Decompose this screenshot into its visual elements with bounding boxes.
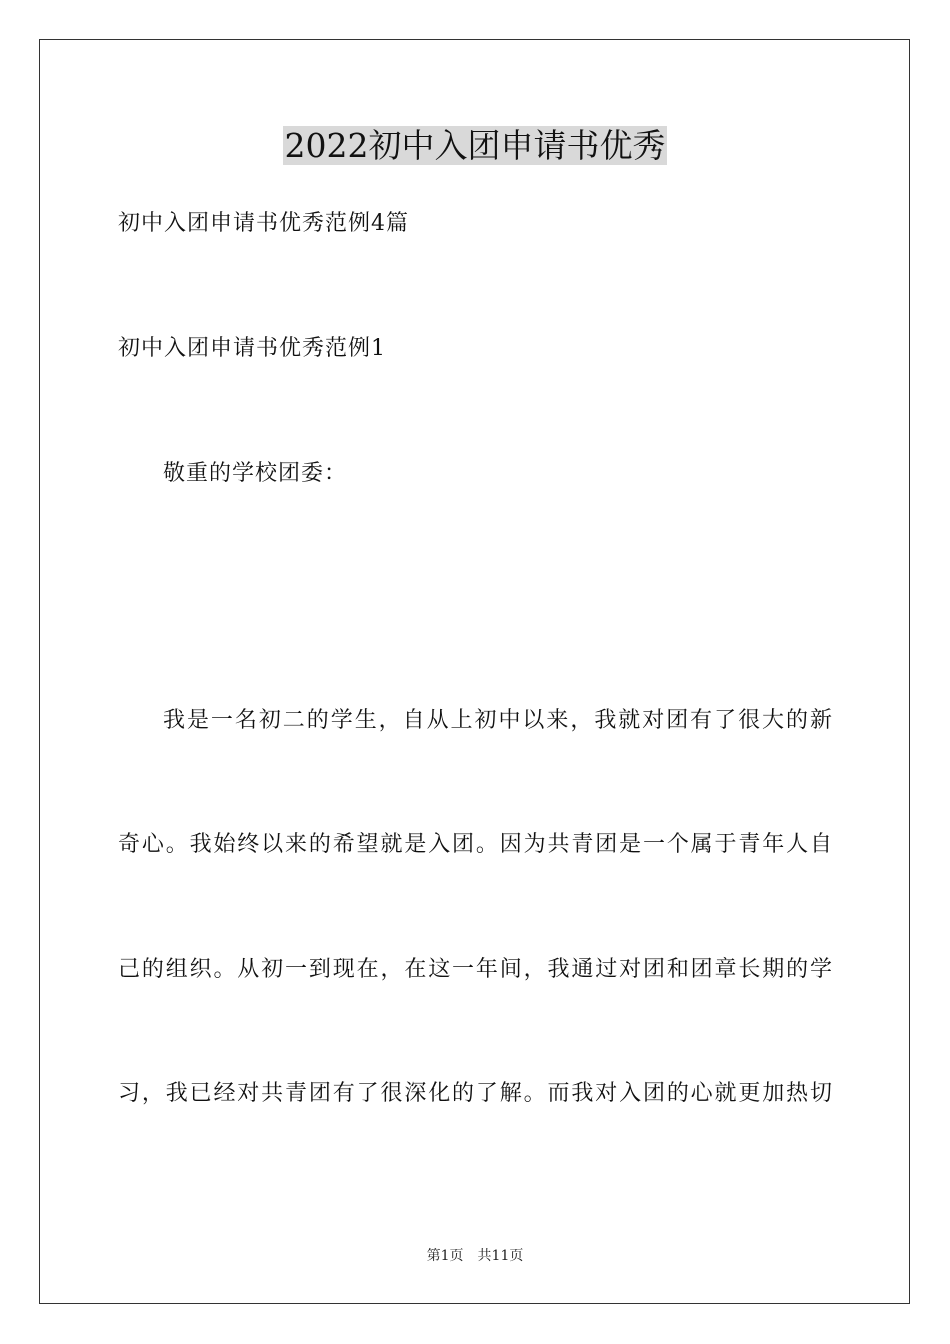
body-line: 己的组织。从初一到现在，在这一年间，我通过对团和团章长期的学 xyxy=(118,957,832,982)
section-heading: 初中入团申请书优秀范例1 xyxy=(118,336,386,361)
document-title-text: 2022初中入团申请书优秀 xyxy=(284,126,666,165)
page-footer xyxy=(0,1246,950,1266)
page-total: 共11页 xyxy=(477,1248,524,1264)
document-title xyxy=(0,124,950,168)
salutation: 敬重的学校团委： xyxy=(163,461,348,486)
body-line: 我是一名初二的学生，自从上初中以来，我就对团有了很大的新 xyxy=(163,708,832,733)
body-line: 奇心。我始终以来的希望就是入团。因为共青团是一个属于青年人自 xyxy=(118,832,832,857)
page-number: 第1页 xyxy=(426,1248,464,1264)
body-line: 习，我已经对共青团有了很深化的了解。而我对入团的心就更加热切 xyxy=(118,1081,832,1106)
document-subtitle: 初中入团申请书优秀范例4篇 xyxy=(118,211,409,236)
